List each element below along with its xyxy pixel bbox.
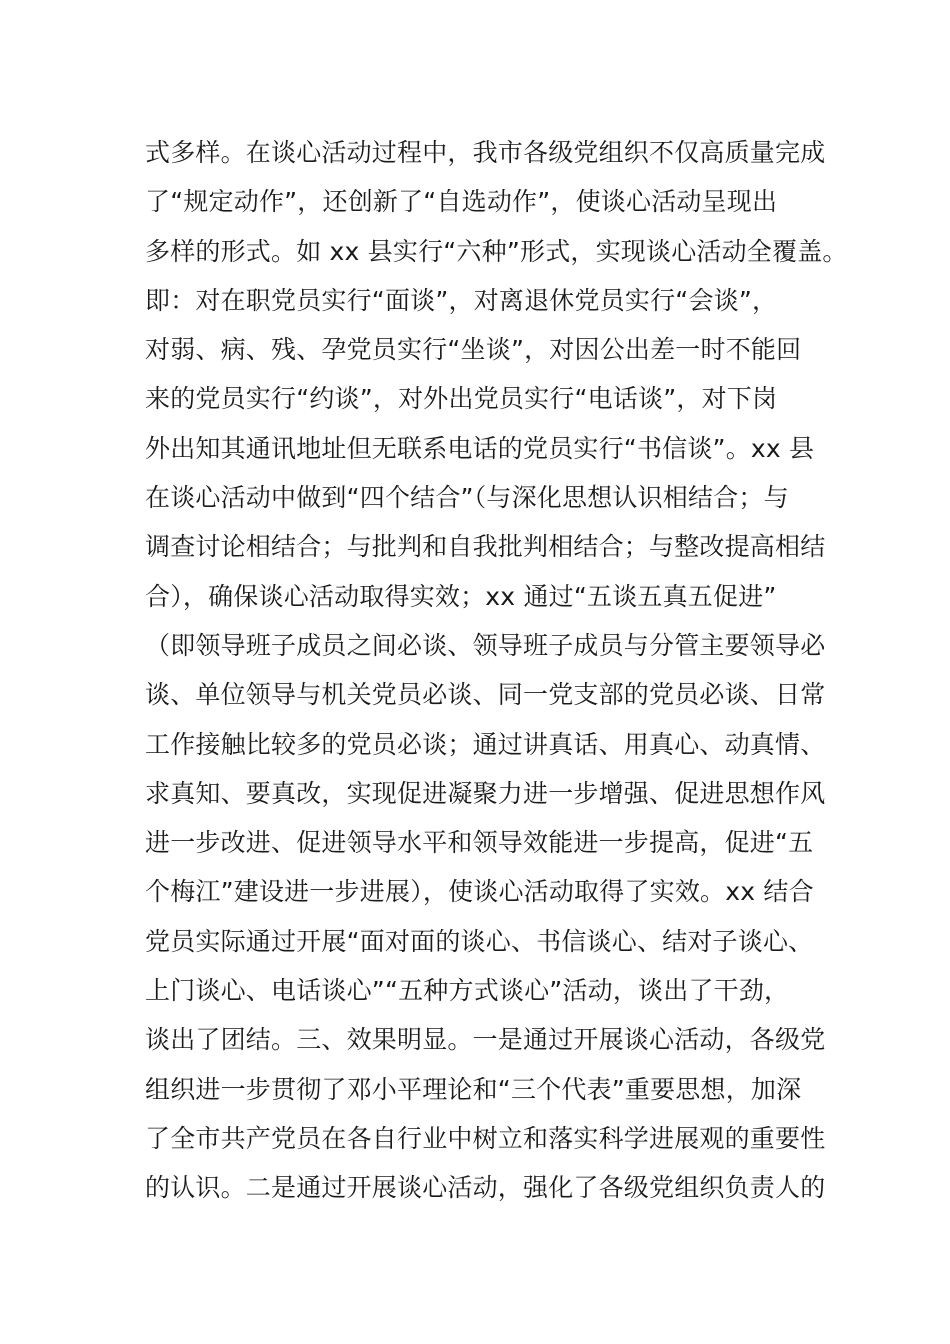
text-line: 即：对在职党员实行“面谈”，对离退休党员实行“会谈”， bbox=[145, 285, 778, 315]
text-line: 多样的形式。如 xx 县实行“六种”形式，实现谈心活动全覆盖。 bbox=[145, 236, 848, 266]
text-line: 了“规定动作”，还创新了“自选动作”，使谈心活动呈现出 bbox=[145, 187, 778, 217]
text-line: 的认识。二是通过开展谈心活动，强化了各级党组织负责人的 bbox=[145, 1173, 826, 1203]
text-line: 工作接触比较多的党员必谈；通过讲真话、用真心、动真情、 bbox=[145, 729, 826, 759]
text-line: 组织进一步贯彻了邓小平理论和“三个代表”重要思想，加深 bbox=[145, 1074, 802, 1104]
text-line: 谈出了团结。三、效果明显。一是通过开展谈心活动，各级党 bbox=[145, 1025, 826, 1055]
text-line: 进一步改进、促进领导水平和领导效能进一步提高，促进“五 bbox=[145, 828, 814, 858]
text-line: 谈、单位领导与机关党员必谈、同一党支部的党员必谈、日常 bbox=[145, 680, 826, 710]
text-line: 来的党员实行“约谈”，对外出党员实行“电话谈”，对下岗 bbox=[145, 384, 778, 414]
body-text bbox=[145, 128, 848, 1213]
text-line: 个梅江”建设进一步进展），使谈心活动取得了实效。xx 结合 bbox=[145, 877, 814, 907]
text-line: 在谈心活动中做到“四个结合”（与深化思想认识相结合；与 bbox=[145, 483, 789, 513]
text-line: 合），确保谈心活动取得实效；xx 通过“五谈五真五促进” bbox=[145, 581, 777, 611]
text-line: （即领导班子成员之间必谈、领导班子成员与分管主要领导必 bbox=[145, 630, 826, 660]
text-line: 对弱、病、残、孕党员实行“坐谈”，对因公出差一时不能回 bbox=[145, 335, 802, 365]
text-line: 外出知其通讯地址但无联系电话的党员实行“书信谈”。xx 县 bbox=[145, 433, 815, 463]
text-line: 上门谈心、电话谈心”“五种方式谈心”活动，谈出了干劲， bbox=[145, 976, 790, 1006]
text-line: 党员实际通过开展“面对面的谈心、书信谈心、结对子谈心、 bbox=[145, 926, 814, 956]
text-line: 式多样。在谈心活动过程中，我市各级党组织不仅高质量完成 bbox=[145, 138, 826, 167]
text-line: 了全市共产党员在各自行业中树立和落实科学进展观的重要性 bbox=[145, 1123, 826, 1153]
text-line: 求真知、要真改，实现促进凝聚力进一步增强、促进思想作风 bbox=[145, 778, 826, 808]
text-line: 调查讨论相结合；与批判和自我批判相结合；与整改提高相结 bbox=[145, 532, 826, 562]
